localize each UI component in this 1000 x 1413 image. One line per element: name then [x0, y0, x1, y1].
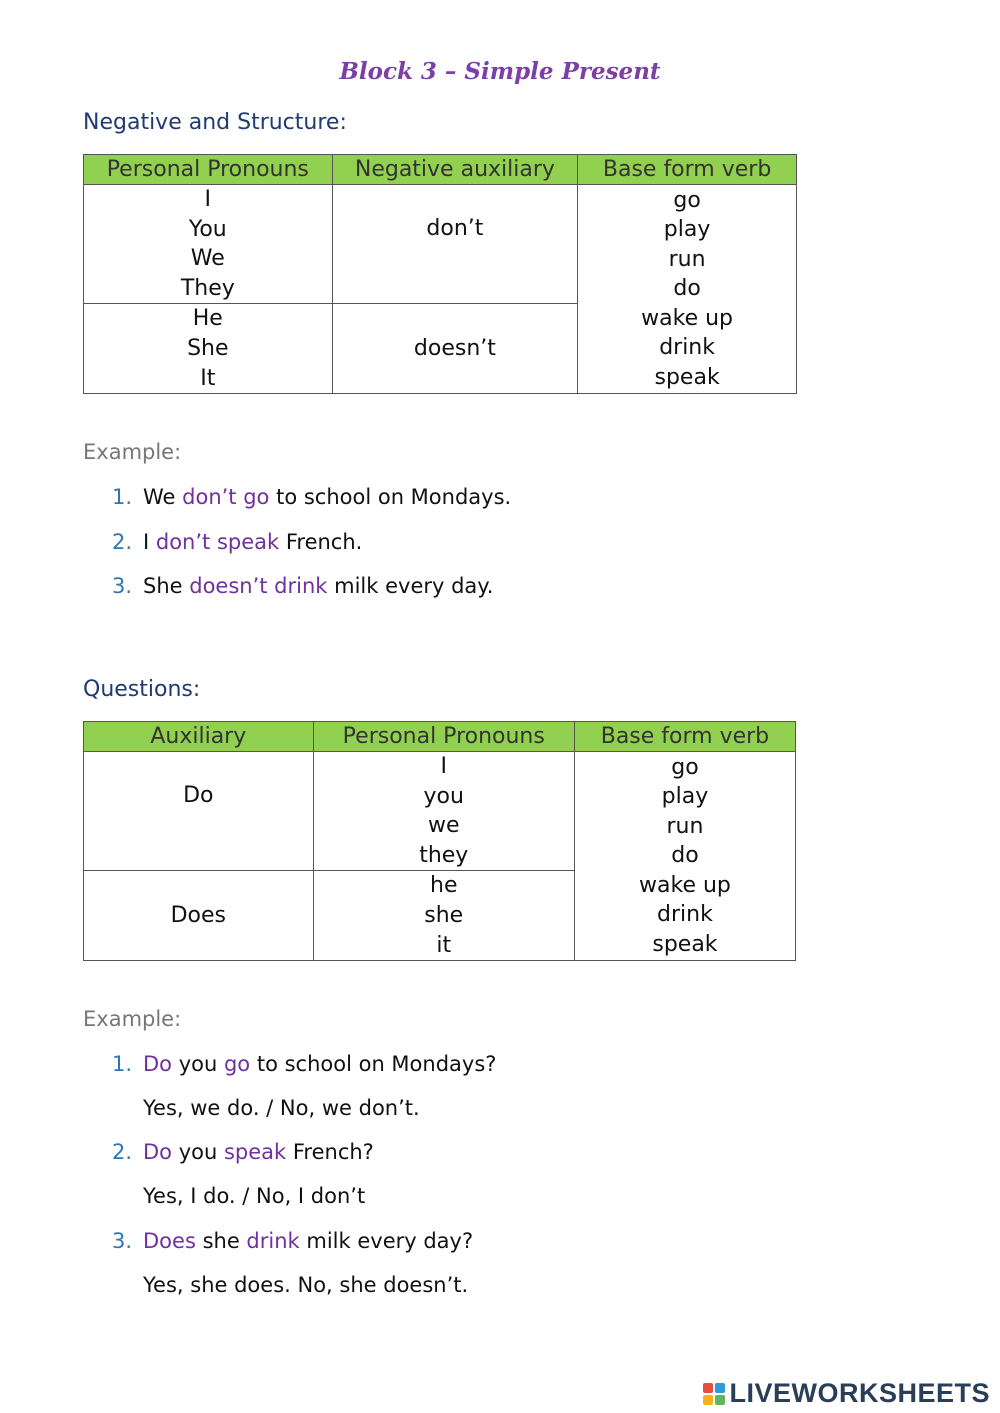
questions-col-pronouns: Personal Pronouns [313, 722, 574, 752]
verb-run: run [668, 246, 706, 272]
example-number: 3. [112, 574, 133, 598]
pronoun-i: I [440, 754, 447, 779]
question-answer-1: Yes, we do. / No, we don’t. [143, 1096, 420, 1120]
example-verb: drink [246, 1229, 300, 1253]
example-aux: Do [143, 1140, 173, 1164]
questions-pronouns-group2 [313, 871, 574, 961]
questions-verbs [574, 752, 795, 961]
liveworksheets-logo-icon [703, 1383, 725, 1405]
page-title: Block 3 – Simple Present [339, 58, 661, 85]
questions-pronouns-group1 [313, 752, 574, 871]
example-text: to school on Mondays. [269, 485, 512, 509]
example-number: 1. [112, 485, 133, 509]
verb-do: do [673, 276, 701, 302]
example-text: you [172, 1140, 224, 1164]
verb-do: do [671, 843, 699, 869]
example-text: milk every day? [299, 1229, 474, 1253]
pronoun-we: we [427, 813, 460, 839]
example-text: We [143, 485, 183, 509]
questions-col-verb: Base form verb [574, 722, 795, 752]
question-example-2 [112, 1140, 374, 1164]
negative-pronouns-group1 [84, 185, 333, 304]
questions-table [83, 721, 796, 961]
negative-verbs [578, 185, 797, 394]
example-highlight: don’t speak [155, 530, 280, 554]
example-text: She [143, 574, 190, 598]
example-number: 2. [112, 530, 133, 554]
verb-wake-up: wake up [639, 872, 731, 898]
example-text: milk every day. [327, 574, 494, 598]
question-answer-2: Yes, I do. / No, I don’t [143, 1184, 366, 1208]
question-example-label: Example: [83, 1007, 182, 1031]
pronoun-she: She [187, 335, 229, 361]
example-text: French? [286, 1140, 374, 1164]
example-highlight: don’t go [182, 485, 270, 509]
negative-pronouns-group2 [84, 304, 333, 394]
example-text: French. [279, 530, 363, 554]
example-text: she [195, 1229, 247, 1253]
questions-heading: Questions: [83, 677, 201, 702]
liveworksheets-logo[interactable] [703, 1378, 990, 1409]
verb-play: play [663, 217, 711, 243]
pronoun-it: it [436, 932, 452, 958]
negative-heading: Negative and Structure: [83, 110, 347, 135]
example-verb: go [223, 1052, 251, 1076]
pronoun-he: He [192, 306, 223, 332]
example-number: 2. [112, 1140, 133, 1164]
example-number: 3. [112, 1229, 133, 1253]
brand-name: LIVEWORKSHEETS [729, 1378, 990, 1408]
question-answer-3: Yes, she does. No, she doesn’t. [143, 1273, 469, 1297]
example-aux: Does [143, 1229, 196, 1253]
verb-drink: drink [659, 335, 715, 361]
pronoun-he: he [430, 873, 458, 899]
negative-example-1 [112, 485, 511, 509]
questions-aux-do: Do [84, 752, 314, 871]
pronoun-she: she [424, 902, 464, 928]
verb-run: run [666, 813, 704, 839]
example-number: 1. [112, 1052, 133, 1076]
verb-go: go [673, 187, 701, 213]
negative-structure-table [83, 154, 797, 394]
pronoun-you: You [188, 216, 227, 242]
pronoun-they: they [419, 842, 469, 868]
negative-example-3 [112, 574, 493, 598]
example-verb: speak [223, 1140, 287, 1164]
negative-col-verb: Base form verb [578, 155, 797, 185]
verb-drink: drink [657, 902, 713, 928]
question-example-1 [112, 1052, 496, 1076]
example-aux: Do [143, 1052, 173, 1076]
pronoun-i: I [204, 187, 212, 212]
question-example-3 [112, 1229, 473, 1253]
example-text: you [172, 1052, 224, 1076]
questions-col-auxiliary: Auxiliary [84, 722, 314, 752]
verb-wake-up: wake up [641, 305, 734, 331]
verb-go: go [671, 754, 699, 780]
pronoun-they: They [180, 275, 235, 301]
negative-aux-doesnt: doesn’t [332, 304, 578, 394]
pronoun-we: We [190, 246, 225, 272]
negative-aux-dont: don’t [332, 185, 578, 304]
pronoun-you: you [423, 783, 464, 809]
verb-play: play [661, 784, 709, 810]
example-highlight: doesn’t drink [189, 574, 328, 598]
example-text: to school on Mondays? [250, 1052, 497, 1076]
negative-col-pronouns: Personal Pronouns [84, 155, 333, 185]
verb-speak: speak [654, 365, 720, 391]
pronoun-it: It [200, 365, 216, 391]
questions-aux-does: Does [84, 871, 314, 961]
negative-col-auxiliary: Negative auxiliary [332, 155, 578, 185]
negative-example-label: Example: [83, 440, 182, 464]
verb-speak: speak [652, 932, 718, 958]
negative-example-2 [112, 530, 362, 554]
example-text: I [143, 530, 156, 554]
